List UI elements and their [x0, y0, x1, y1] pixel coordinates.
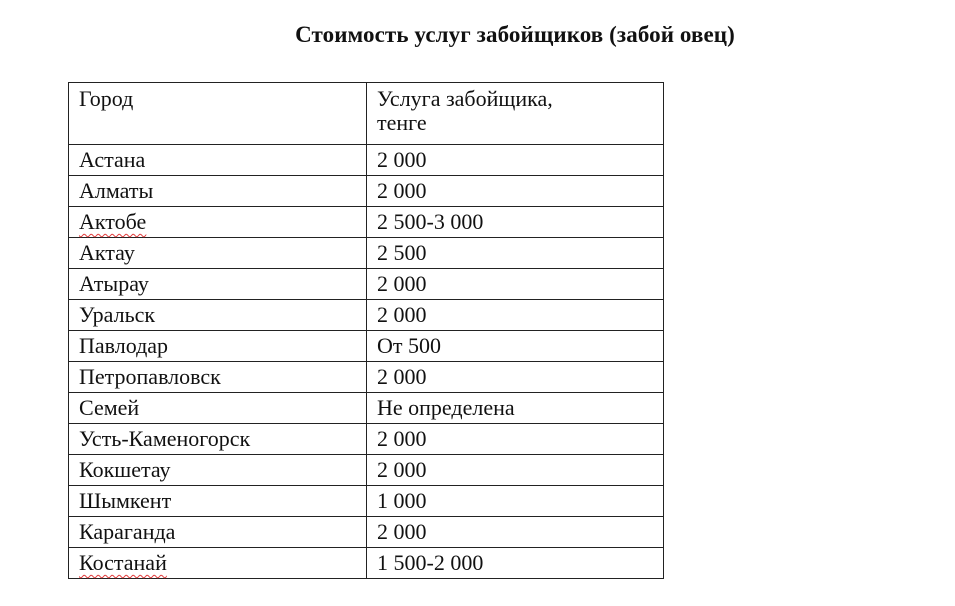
city-cell [69, 207, 367, 238]
city-cell: Уральск [69, 300, 367, 331]
city-label: Актобе [79, 209, 147, 234]
price-cell: Не определена [367, 393, 664, 424]
city-cell: Павлодар [69, 331, 367, 362]
price-cell: 2 500 [367, 238, 664, 269]
price-cell: 2 000 [367, 517, 664, 548]
table-row [69, 548, 664, 579]
price-cell: 1 000 [367, 486, 664, 517]
city-cell: Астана [69, 145, 367, 176]
price-cell: От 500 [367, 331, 664, 362]
table-row [69, 145, 664, 176]
table-row [69, 207, 664, 238]
table-row [69, 486, 664, 517]
price-cell: 2 000 [367, 455, 664, 486]
table-row [69, 393, 664, 424]
city-cell: Кокшетау [69, 455, 367, 486]
city-cell: Шымкент [69, 486, 367, 517]
table-row [69, 362, 664, 393]
price-cell: 2 000 [367, 176, 664, 207]
table-row [69, 455, 664, 486]
document-title: Стоимость услуг забойщиков (забой овец) [295, 22, 735, 47]
city-cell: Усть-Каменогорск [69, 424, 367, 455]
table-row [69, 176, 664, 207]
price-cell: 2 000 [367, 145, 664, 176]
city-cell: Петропавловск [69, 362, 367, 393]
city-cell: Алматы [69, 176, 367, 207]
price-cell: 2 000 [367, 424, 664, 455]
city-cell: Семей [69, 393, 367, 424]
table-row [69, 300, 664, 331]
city-label: Костанай [79, 550, 167, 575]
price-cell: 2 000 [367, 269, 664, 300]
table-row [69, 517, 664, 548]
header-service [367, 83, 664, 145]
table-header-row [69, 83, 664, 145]
price-cell: 2 000 [367, 300, 664, 331]
table-row [69, 424, 664, 455]
city-cell: Актау [69, 238, 367, 269]
price-cell: 2 500-3 000 [367, 207, 664, 238]
table-row [69, 269, 664, 300]
city-cell: Караганда [69, 517, 367, 548]
header-service-label: Услуга забойщика, тенге [377, 86, 553, 135]
table-row [69, 331, 664, 362]
price-cell: 1 500-2 000 [367, 548, 664, 579]
city-cell: Атырау [69, 269, 367, 300]
table-row [69, 238, 664, 269]
city-cell [69, 548, 367, 579]
price-table [68, 82, 664, 579]
header-city: Город [69, 83, 367, 145]
price-cell: 2 000 [367, 362, 664, 393]
